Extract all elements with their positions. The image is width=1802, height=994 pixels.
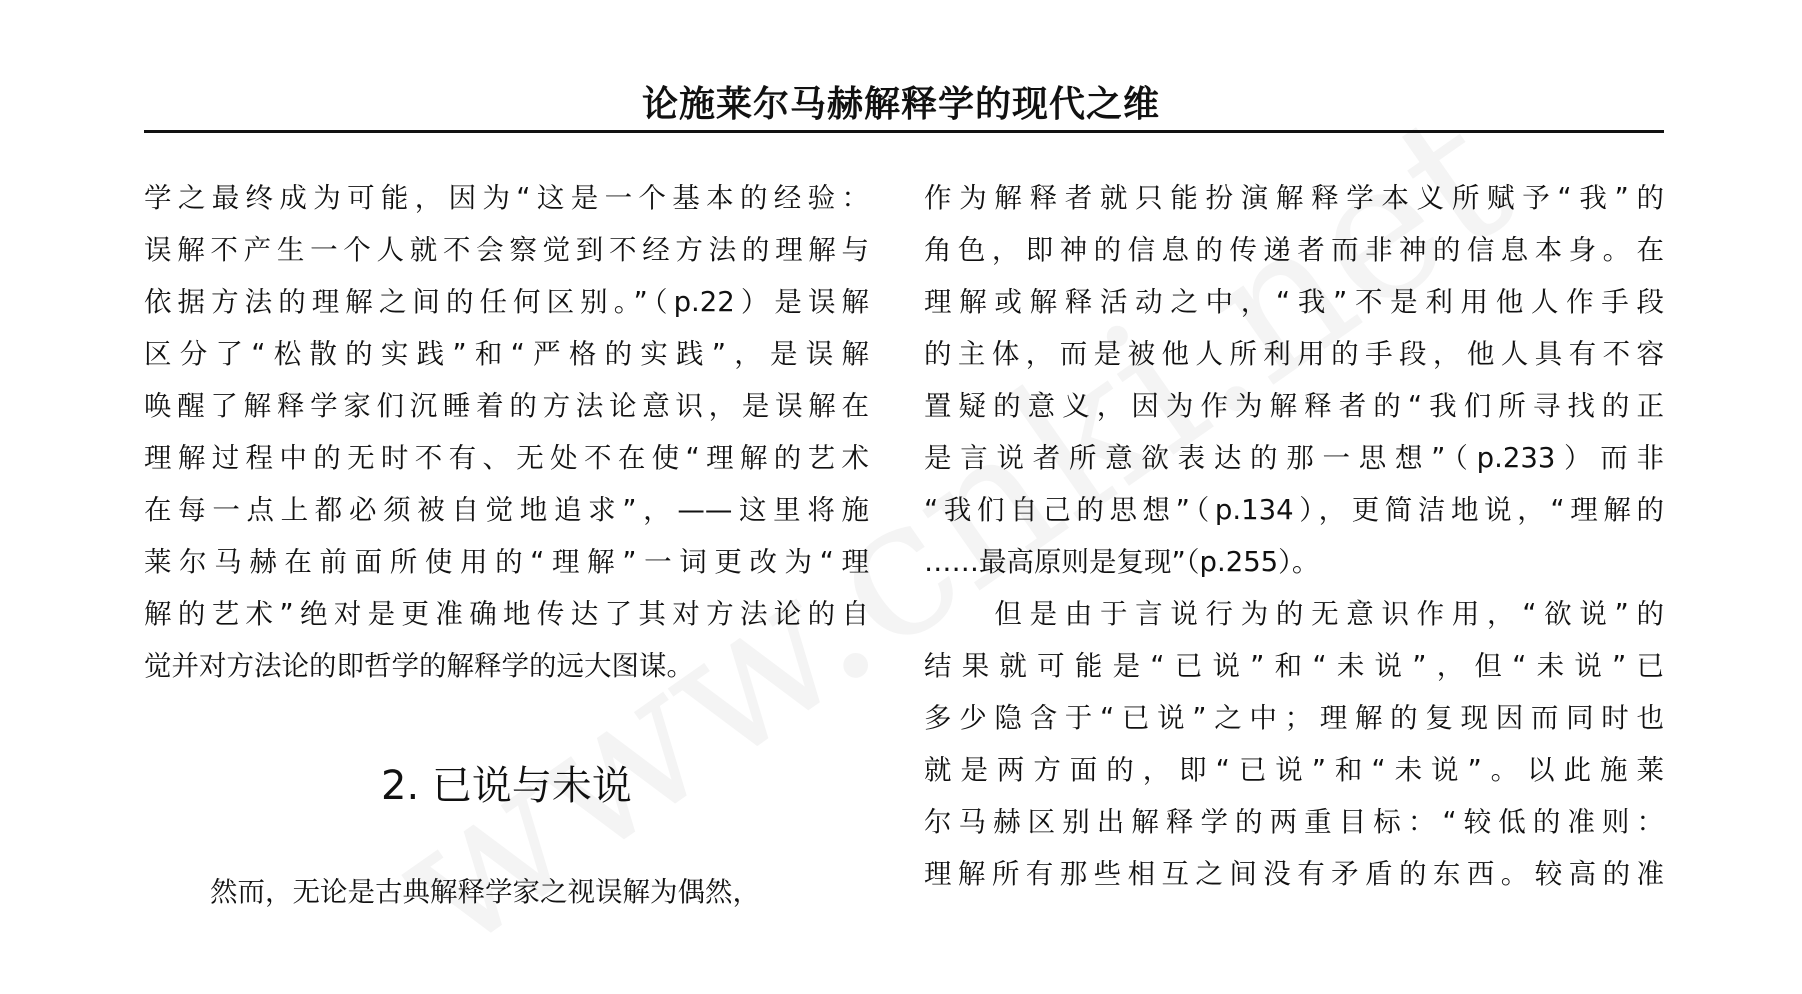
text-line: 解的艺术”绝对是更准确地传达了其对方法论的自 (144, 598, 869, 630)
text-line: 但是由于言说行为的无意识作用，“欲说”的 (924, 598, 1664, 630)
text-line: 莱尔马赫在前面所使用的“理解”一词更改为“理 (144, 546, 869, 578)
text-line: “我们自己的思想”（p.134），更简洁地说，“理解的 (924, 494, 1664, 526)
text-line: 就是两方面的，即“已说”和“未说”。以此施莱 (924, 754, 1664, 786)
text-line: 是言说者所意欲表达的那一思想”（p.233）而非 (924, 442, 1664, 474)
page-title: 论施莱尔马赫解释学的现代之维 (641, 84, 1160, 125)
text-line: 在每一点上都必须被自觉地追求”，——这里将施 (144, 494, 869, 526)
text-line: 理解过程中的无时不有、无处不在使“理解的艺术 (144, 442, 869, 474)
text-line: 尔马赫区别出解释学的两重目标：“较低的准则： (924, 806, 1664, 838)
text-line: 理解所有那些相互之间没有矛盾的东西。较高的准 (924, 858, 1664, 890)
text-line: 理解或解释活动之中，“我”不是利用他人作手段 (924, 286, 1664, 318)
text-line: 结果就可能是“已说”和“未说”，但“未说”已 (924, 650, 1664, 682)
section-heading: 2. 已说与未说 (381, 763, 632, 809)
text-line: 学之最终成为可能，因为“这是一个基本的经验： (144, 182, 869, 214)
text-line: 觉并对方法论的即哲学的解释学的远大图谋。 (144, 650, 694, 682)
title-divider (144, 130, 1664, 133)
text-line: 多少隐含于“已说”之中；理解的复现因而同时也 (924, 702, 1664, 734)
text-line: 唤醒了解释学家们沉睡着的方法论意识，是误解在 (144, 390, 869, 422)
text-line: 然而，无论是古典解释学家之视误解为偶然， (210, 876, 760, 908)
text-line: 作为解释者就只能扮演解释学本义所赋予“我”的 (924, 182, 1664, 214)
text-line: 的主体，而是被他人所利用的手段，他人具有不容 (924, 338, 1664, 370)
text-line: 区分了“松散的实践”和“严格的实践”，是误解 (144, 338, 869, 370)
text-line: 置疑的意义，因为作为解释者的“我们所寻找的正 (924, 390, 1664, 422)
left-column (144, 172, 869, 692)
text-line: 依据方法的理解之间的任何区别。”（p.22）是误解 (144, 286, 869, 318)
right-column (924, 172, 1664, 900)
text-line: 角色，即神的信息的传递者而非神的信息本身。在 (924, 234, 1664, 266)
text-line: ……最高原则是复现”（p.255）。 (924, 546, 1320, 578)
text-line: 误解不产生一个人就不会察觉到不经方法的理解与 (144, 234, 869, 266)
